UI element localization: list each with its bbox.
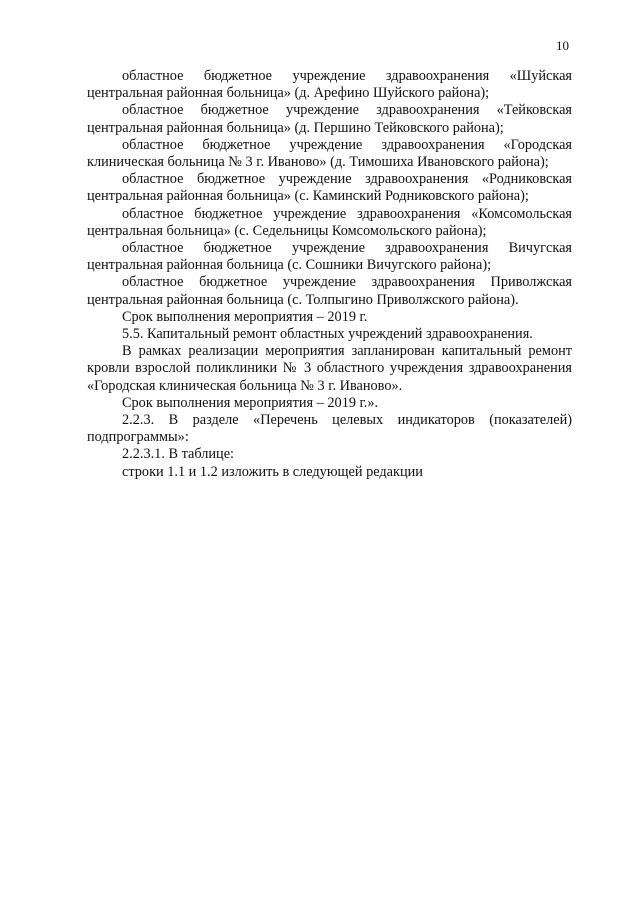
paragraph: областное бюджетное учреждение здравоохранения «Комсомольская центральная больница» (с. Седельницы Комсомольского района); [87, 205, 572, 239]
paragraph: областное бюджетное учреждение здравоохранения Вичугская центральная районная больница (с. Сошники Вичугского района); [87, 240, 572, 274]
paragraph: 5.5. Капитальный ремонт областных учреждений здравоохранения. [122, 326, 533, 343]
paragraph: 2.2.3. В разделе «Перечень целевых индикаторов (показателей) подпрограммы»: [87, 412, 572, 446]
paragraph: строки 1.1 и 1.2 изложить в следующей редакции [122, 463, 423, 480]
paragraph: В рамках реализации мероприятия запланирован капитальный ремонт кровли взрослой поликлиники № 3 областного учреждения здравоохранения «Городская клиническая больница № 3 г. Иваново». [87, 343, 572, 394]
paragraph: областное бюджетное учреждение здравоохранения «Городская клиническая больница № 3 г. Иваново» (д. Тимошиха Ивановского района); [87, 136, 572, 171]
paragraph: областное бюджетное учреждение здравоохранения Приволжская центральная районная больница (с. Толпыгино Приволжского района). [87, 274, 572, 308]
paragraph: областное бюджетное учреждение здравоохранения «Родниковская центральная районная больница» (с. Каминский Родниковского района); [87, 171, 572, 205]
paragraph: Срок выполнения мероприятия – 2019 г. [122, 308, 368, 325]
document-body [87, 68, 572, 481]
page-number: 10 [556, 38, 569, 53]
paragraph: 2.2.3.1. В таблице: [122, 446, 235, 463]
paragraph: областное бюджетное учреждение здравоохранения «Шуйская центральная районная больница» (д. Арефино Шуйского района); [87, 68, 572, 102]
paragraph: областное бюджетное учреждение здравоохранения «Тейковская центральная районная больница» (д. Першино Тейковского района); [87, 102, 572, 136]
paragraph: Срок выполнения мероприятия – 2019 г.». [122, 394, 379, 411]
